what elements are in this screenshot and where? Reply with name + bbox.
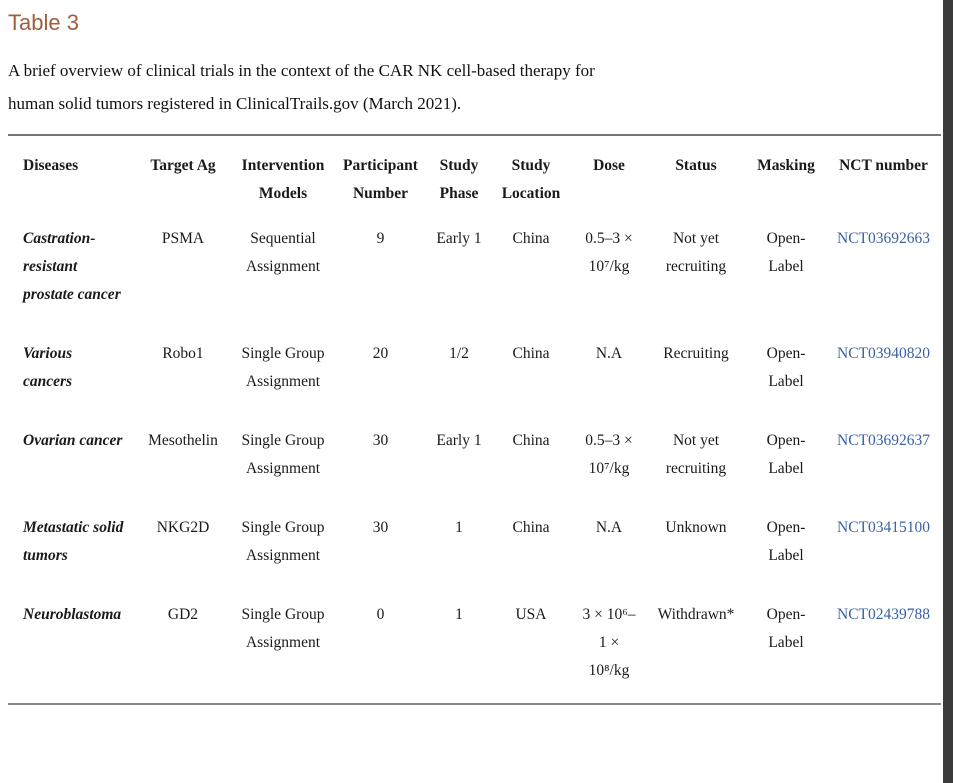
- cell-participants: 20: [372, 345, 389, 362]
- cell-status: Not yet recruiting: [665, 230, 727, 275]
- nct-link[interactable]: NCT03940820: [837, 345, 930, 362]
- column-header-location: Study Location: [501, 157, 561, 202]
- cell-intervention: Single Group Assignment: [241, 345, 325, 390]
- table-caption: A brief overview of clinical trials in the context of the CAR NK cell-based therapy for human solid tumors registered in ClinicalTrails.gov (March 2021).: [8, 61, 595, 113]
- cell-location: USA: [515, 606, 547, 623]
- column-header-dose: Dose: [593, 157, 625, 174]
- nct-link[interactable]: NCT03692663: [837, 230, 930, 247]
- cell-participants: 9: [376, 230, 385, 247]
- column-header-target-ag: Target Ag: [150, 157, 216, 174]
- cell-phase: Early 1: [436, 432, 482, 449]
- cell-status: Withdrawn*: [657, 606, 735, 623]
- cell-disease: Castration-resistant prostate cancer: [23, 230, 121, 303]
- cell-masking: Open-Label: [766, 519, 806, 564]
- cell-status: Not yet recruiting: [665, 432, 727, 477]
- cell-intervention: Sequential Assignment: [245, 230, 321, 275]
- table-row: [8, 588, 941, 704]
- cell-participants: 30: [372, 432, 389, 449]
- cell-nct: [826, 327, 941, 414]
- cell-disease: Metastatic solid tumors: [23, 519, 124, 564]
- cell-nct: [826, 212, 941, 327]
- cell-location: China: [512, 230, 550, 247]
- nct-link[interactable]: NCT03692637: [837, 432, 930, 449]
- cell-masking: Open-Label: [766, 345, 806, 390]
- cell-masking: Open-Label: [766, 606, 806, 651]
- column-header-diseases: Diseases: [23, 157, 79, 174]
- cell-dose: 0.5–3 × 10⁷/kg: [585, 230, 633, 275]
- cell-status: Recruiting: [663, 345, 729, 362]
- cell-target-ag: PSMA: [161, 230, 205, 247]
- cell-masking: Open-Label: [766, 230, 806, 275]
- table-row: [8, 327, 941, 414]
- column-header-status: Status: [675, 157, 717, 174]
- table-row: [8, 414, 941, 501]
- cell-intervention: Single Group Assignment: [241, 606, 325, 651]
- table-title: Table 3: [8, 10, 79, 35]
- cell-participants: 30: [372, 519, 389, 536]
- column-header-phase: Study Phase: [439, 157, 479, 202]
- cell-intervention: Single Group Assignment: [241, 519, 325, 564]
- cell-location: China: [512, 345, 550, 362]
- column-header-intervention: Intervention Models: [241, 157, 325, 202]
- nct-link[interactable]: NCT02439788: [837, 606, 930, 623]
- column-header-nct: NCT number: [839, 157, 928, 174]
- column-header-participants: Participant Number: [343, 157, 418, 202]
- cell-dose: N.A: [595, 345, 623, 362]
- cell-nct: [826, 588, 941, 704]
- cell-location: China: [512, 432, 550, 449]
- column-header-masking: Masking: [757, 157, 815, 174]
- cell-disease: Ovarian cancer: [23, 432, 123, 449]
- scrollbar[interactable]: [943, 0, 953, 783]
- cell-target-ag: Robo1: [162, 345, 204, 362]
- cell-location: China: [512, 519, 550, 536]
- table-row: [8, 212, 941, 327]
- cell-target-ag: Mesothelin: [148, 432, 218, 449]
- clinical-trials-table: [8, 134, 941, 705]
- cell-target-ag: GD2: [167, 606, 199, 623]
- cell-phase: 1: [455, 519, 463, 536]
- cell-intervention: Single Group Assignment: [241, 432, 325, 477]
- cell-disease: Neuroblastoma: [23, 606, 122, 623]
- cell-dose: 0.5–3 × 10⁷/kg: [585, 432, 633, 477]
- cell-phase: 1/2: [449, 345, 469, 362]
- cell-participants: 0: [376, 606, 385, 623]
- cell-status: Unknown: [665, 519, 727, 536]
- cell-masking: Open-Label: [766, 432, 806, 477]
- cell-phase: 1: [455, 606, 463, 623]
- cell-target-ag: NKG2D: [156, 519, 210, 536]
- nct-link[interactable]: NCT03415100: [837, 519, 930, 536]
- table-row: [8, 501, 941, 588]
- cell-nct: [826, 414, 941, 501]
- cell-phase: Early 1: [436, 230, 482, 247]
- cell-nct: [826, 501, 941, 588]
- table-header-row: [8, 135, 941, 212]
- cell-dose: 3 × 10⁶–1 × 10⁸/kg: [582, 606, 636, 679]
- cell-dose: N.A: [595, 519, 623, 536]
- cell-disease: Various cancers: [23, 345, 73, 390]
